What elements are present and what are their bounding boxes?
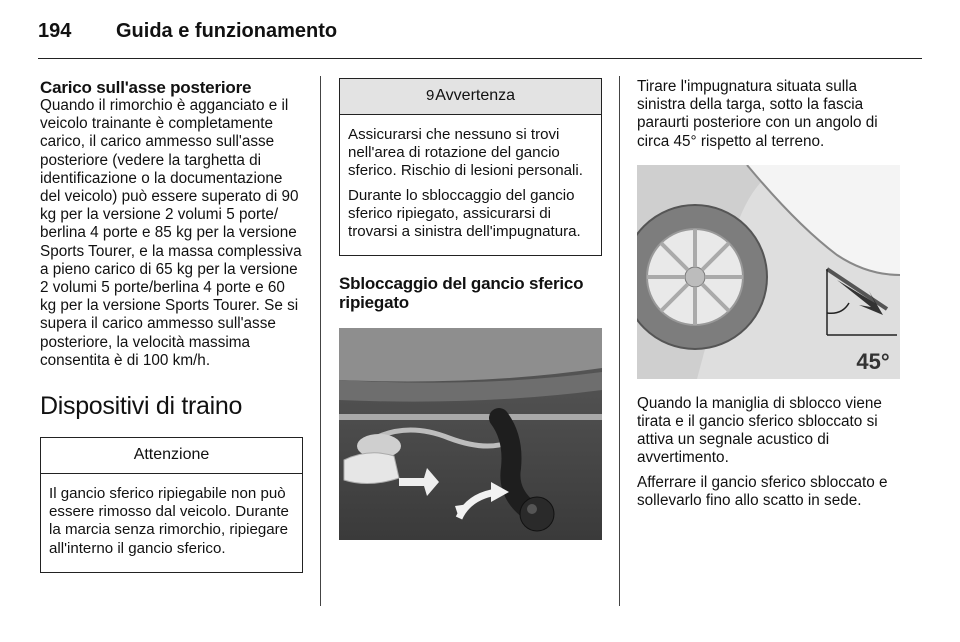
unlock-heading: Sbloccaggio del gancio sferico ripiegato	[339, 274, 584, 313]
header-rule	[38, 58, 922, 59]
hitch-illustration	[339, 328, 602, 540]
warning-title: Avvertenza	[435, 87, 516, 104]
attention-box	[40, 437, 303, 573]
pull-handle-text: Tirare l'impugnatura situata sulla sinistra della targa, sotto la fascia paraurti posteriore con un angolo di circa 45° rispetto al terreno.	[637, 78, 878, 150]
attention-text: Il gancio sferico ripiegabile non può essere rimosso dal veicolo. Durante la marcia senza rimorchio, ripiegare all'interno il gancio sferico.	[49, 485, 289, 557]
bumper-illustration	[637, 165, 900, 379]
column-divider	[320, 76, 321, 606]
column-1	[40, 78, 303, 573]
warning-triangle-icon: 9	[425, 87, 435, 104]
column-divider	[619, 76, 620, 606]
page-number: 194	[38, 20, 72, 42]
section-title: Guida e funzionamento	[116, 20, 338, 42]
warning-box	[339, 78, 602, 256]
rear-axle-heading: Carico sull'asse posteriore	[40, 78, 252, 97]
column-2	[339, 78, 602, 540]
warning-text-1: Assicurarsi che nessuno si trovi nell'area di rotazione del gancio sferico. Rischio di lesioni personali.	[348, 126, 583, 180]
page-header	[38, 20, 337, 43]
column-3	[637, 78, 900, 516]
towing-devices-heading: Dispositivi di traino	[40, 392, 243, 421]
rear-axle-text: Quando il rimorchio è agganciato e il veicolo trainante è completamente carico, il carico ammesso sull'asse posteriore (vedere la targhetta di identificazione o la documentazione del veicolo) può essere superato di 90 kg per la versione 2 volumi 5 porte/ berlina 4 porte e 85 kg per la versione Sports Tourer, e la massa complessiva a pieno carico di 65 kg per la versione 2 volumi 5 porte/berlina 4 porte e 60 kg per la versione Sports Tourer. Se si supera il carico ammesso sull'asse posteriore, la velocità massima consentita è di 100 km/h.	[40, 97, 302, 369]
warning-text-2: Durante lo sbloccaggio del gancio sferico ripiegato, assicurarsi di trovarsi a sinistra dell'impugnatura.	[348, 186, 581, 241]
warning-title-bar	[340, 79, 601, 115]
attention-title: Attenzione	[41, 438, 302, 474]
warning-signal-text: Quando la maniglia di sblocco viene tirata e il gancio sferico sbloccato si attiva un segnale acustico di avvertimento.	[637, 394, 882, 467]
lift-hitch-text: Afferrare il gancio sferico sbloccato e sollevarlo fino allo scatto in sede.	[637, 473, 888, 509]
angle-label: 45°	[856, 348, 890, 374]
